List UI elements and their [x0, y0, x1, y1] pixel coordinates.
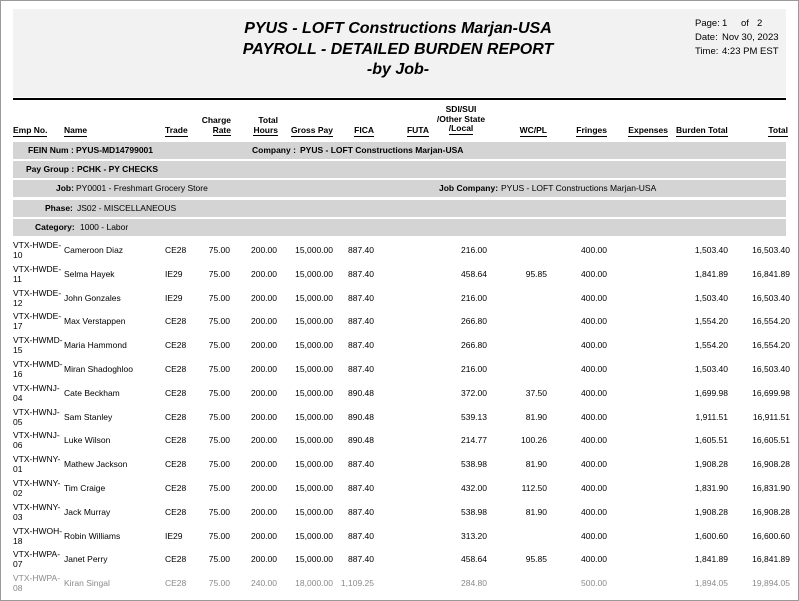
fica-amount: 1,109.25: [340, 578, 374, 589]
row-total: 16,841.89: [752, 268, 790, 279]
time-label: Time:: [695, 46, 719, 57]
col-wc-pl: WC/PL: [519, 125, 547, 135]
sdi-sui-amount: 372.00: [461, 387, 487, 398]
table-row: [1, 333, 799, 357]
charge-rate: 75.00: [208, 578, 230, 589]
row-total: 16,600.60: [752, 530, 790, 541]
employee-number: VTX-HWPA-08: [13, 573, 61, 594]
fringes-amount: 400.00: [581, 459, 607, 470]
employee-number: VTX-HWNJ-04: [13, 382, 60, 403]
trade-code: IE29: [165, 268, 183, 279]
row-total: 16,831.90: [752, 483, 790, 493]
fein-band: [13, 142, 786, 159]
fica-amount: 887.40: [348, 530, 374, 541]
employee-name: Sam Stanley: [64, 411, 113, 422]
burden-total: 1,831.90: [694, 483, 728, 493]
employee-name: Tim Craige: [64, 483, 106, 493]
fica-amount: 887.40: [348, 364, 374, 374]
total-hours: 200.00: [251, 483, 277, 493]
total-hours: 200.00: [251, 506, 277, 517]
gross-pay: 15,000.00: [295, 364, 333, 374]
col-charge-rate: Charge Rate: [201, 115, 231, 135]
col-total-hours: Total Hours: [253, 115, 278, 135]
wc-pl-amount: 37.50: [525, 387, 547, 398]
burden-total: 1,600.60: [694, 530, 728, 541]
total-hours: 200.00: [251, 435, 277, 446]
total-hours: 200.00: [251, 316, 277, 327]
fica-amount: 890.48: [348, 435, 374, 446]
header-rule: [13, 98, 786, 100]
employee-number: VTX-HWDE-12: [13, 287, 62, 308]
employee-name: Cameroon Diaz: [64, 245, 124, 255]
table-row: [1, 381, 799, 405]
trade-code: CE28: [165, 411, 187, 422]
fringes-amount: 400.00: [581, 483, 607, 493]
employee-name: Janet Perry: [64, 554, 108, 565]
employee-name: Kiran Singal: [64, 578, 110, 589]
sdi-sui-amount: 539.13: [461, 411, 487, 422]
trade-code: CE28: [165, 245, 187, 255]
row-total: 19,894.05: [752, 578, 790, 589]
page-number: 1: [722, 18, 728, 29]
phase-band: [13, 200, 786, 217]
col-futa: FUTA: [406, 125, 429, 135]
fringes-amount: 500.00: [581, 578, 607, 589]
row-total: 16,503.40: [752, 292, 790, 303]
col-burden-total: Burden Total: [676, 125, 728, 135]
gross-pay: 18,000.00: [295, 578, 333, 589]
charge-rate: 75.00: [208, 483, 230, 493]
fringes-amount: 400.00: [581, 245, 607, 255]
table-row: [1, 428, 799, 452]
fica-amount: 887.40: [348, 292, 374, 303]
wc-pl-amount: 81.90: [525, 411, 547, 422]
gross-pay: 15,000.00: [295, 483, 333, 493]
trade-code: CE28: [165, 506, 187, 517]
page-label: Page:: [695, 18, 720, 29]
burden-total: 1,503.40: [694, 364, 728, 374]
fica-amount: 890.48: [348, 387, 374, 398]
charge-rate: 75.00: [208, 387, 230, 398]
sdi-sui-amount: 458.64: [461, 554, 487, 565]
gross-pay: 15,000.00: [295, 506, 333, 517]
report-company-title: PYUS - LOFT Constructions Marjan-USA: [244, 20, 552, 37]
report-date: Nov 30, 2023: [722, 32, 779, 43]
gross-pay: 15,000.00: [295, 316, 333, 327]
burden-total: 1,503.40: [694, 245, 728, 255]
sdi-sui-amount: 216.00: [461, 292, 487, 303]
phase-label: Phase:: [45, 203, 73, 213]
report-time: 4:23 PM EST: [722, 46, 779, 57]
charge-rate: 75.00: [208, 506, 230, 517]
table-row: [1, 309, 799, 333]
trade-code: CE28: [165, 387, 187, 398]
wc-pl-amount: 112.50: [521, 483, 547, 493]
table-row: [1, 357, 799, 381]
charge-rate: 75.00: [208, 268, 230, 279]
fica-amount: 887.40: [348, 459, 374, 470]
total-hours: 200.00: [251, 340, 277, 351]
burden-total: 1,894.05: [694, 578, 728, 589]
report-header: [13, 9, 786, 97]
gross-pay: 15,000.00: [295, 411, 333, 422]
sdi-sui-amount: 266.80: [461, 340, 487, 351]
sdi-sui-amount: 538.98: [461, 459, 487, 470]
burden-total: 1,503.40: [694, 292, 728, 303]
gross-pay: 15,000.00: [295, 245, 333, 255]
category-label: Category:: [35, 222, 75, 232]
col-fica: FICA: [354, 125, 374, 135]
sdi-sui-amount: 216.00: [461, 245, 487, 255]
employee-name: Mathew Jackson: [64, 459, 128, 470]
col-total: Total: [768, 125, 788, 135]
table-row: [1, 500, 799, 524]
employee-number: VTX-HWMD-16: [13, 359, 63, 379]
trade-code: IE29: [165, 530, 183, 541]
pay-group-value: PCHK - PY CHECKS: [77, 164, 159, 174]
trade-code: CE28: [165, 483, 187, 493]
total-hours: 200.00: [251, 459, 277, 470]
employee-number: VTX-HWNJ-05: [13, 406, 60, 427]
employee-name: Jack Murray: [64, 506, 111, 517]
row-total: 16,503.40: [752, 245, 790, 255]
sdi-sui-amount: 313.20: [461, 530, 487, 541]
table-row: [1, 286, 799, 310]
fica-amount: 887.40: [348, 340, 374, 351]
gross-pay: 15,000.00: [295, 435, 333, 446]
fica-amount: 890.48: [348, 411, 374, 422]
employee-number: VTX-HWNY-03: [13, 501, 61, 522]
sdi-sui-amount: 284.80: [461, 578, 487, 589]
col-gross-pay: Gross Pay: [290, 125, 333, 135]
job-value: PY0001 - Freshmart Grocery Store: [76, 183, 208, 193]
fica-amount: 887.40: [348, 316, 374, 327]
employee-number: VTX-HWNY-01: [13, 454, 61, 475]
trade-code: CE28: [165, 316, 187, 327]
col-trade: Trade: [165, 125, 188, 135]
company-label: Company :: [252, 145, 296, 155]
trade-code: CE28: [165, 364, 187, 374]
row-total: 16,554.20: [752, 340, 790, 351]
table-row: [1, 476, 799, 500]
employee-number: VTX-HWOH-18: [13, 525, 63, 546]
report-name-title: PAYROLL - DETAILED BURDEN REPORT: [242, 41, 554, 58]
row-total: 16,908.28: [752, 506, 790, 517]
total-hours: 200.00: [251, 411, 277, 422]
gross-pay: 15,000.00: [295, 530, 333, 541]
burden-total: 1,605.51: [694, 435, 728, 446]
sdi-sui-amount: 432.00: [461, 483, 487, 493]
category-value: 1000 - Labor: [80, 222, 129, 232]
job-company-value: PYUS - LOFT Constructions Marjan-USA: [501, 183, 657, 193]
employee-number: VTX-HWPA-07: [13, 549, 61, 570]
wc-pl-amount: 100.26: [521, 435, 547, 446]
employee-number: VTX-HWDE-11: [13, 263, 62, 284]
phase-value: JS02 - MISCELLANEOUS: [77, 203, 177, 213]
fringes-amount: 400.00: [581, 340, 607, 351]
job-band: [13, 180, 786, 197]
fringes-amount: 400.00: [581, 364, 607, 374]
table-row: [1, 405, 799, 429]
fica-amount: 887.40: [348, 554, 374, 565]
table-row: [1, 452, 799, 476]
date-label: Date:: [695, 32, 718, 43]
fringes-amount: 400.00: [581, 316, 607, 327]
fringes-amount: 400.00: [581, 387, 607, 398]
sdi-sui-amount: 214.77: [461, 435, 487, 446]
burden-total: 1,699.98: [694, 387, 728, 398]
fringes-amount: 400.00: [581, 435, 607, 446]
employee-number: VTX-HWNY-02: [13, 478, 61, 498]
row-total: 16,605.51: [752, 435, 790, 446]
employee-name: Maria Hammond: [64, 340, 127, 351]
table-row: [1, 238, 799, 262]
trade-code: IE29: [165, 292, 183, 303]
total-hours: 200.00: [251, 387, 277, 398]
burden-total: 1,841.89: [694, 554, 728, 565]
trade-code: CE28: [165, 578, 187, 589]
gross-pay: 15,000.00: [295, 292, 333, 303]
job-company-label: Job Company:: [439, 183, 499, 193]
trade-code: CE28: [165, 459, 187, 470]
report-subtitle: -by Job-: [366, 61, 430, 78]
employee-name: Selma Hayek: [64, 268, 115, 279]
burden-total: 1,911.51: [695, 411, 728, 422]
charge-rate: 75.00: [208, 316, 230, 327]
burden-total: 1,908.28: [694, 459, 728, 470]
burden-total: 1,554.20: [694, 316, 728, 327]
col-emp-no: Emp No.: [13, 125, 48, 135]
pay-group-band: [13, 161, 786, 178]
employee-number: VTX-HWMD-15: [13, 335, 63, 356]
fica-amount: 887.40: [348, 268, 374, 279]
total-hours: 200.00: [251, 268, 277, 279]
employee-name: Miran Shadoghloo: [64, 364, 133, 374]
fica-amount: 887.40: [348, 506, 374, 517]
wc-pl-amount: 81.90: [525, 459, 547, 470]
trade-code: CE28: [165, 435, 187, 446]
gross-pay: 15,000.00: [295, 268, 333, 279]
fica-amount: 887.40: [348, 245, 374, 255]
fein-label: FEIN Num :: [28, 145, 74, 155]
burden-total: 1,841.89: [694, 268, 728, 279]
pay-group-label: Pay Group :: [26, 164, 75, 174]
gross-pay: 15,000.00: [295, 554, 333, 565]
sdi-sui-amount: 266.80: [461, 316, 487, 327]
col-name: Name: [64, 125, 88, 135]
page-of-label: of: [741, 18, 749, 29]
employee-number: VTX-HWDE-10: [13, 240, 62, 260]
total-hours: 200.00: [251, 292, 277, 303]
company-value: PYUS - LOFT Constructions Marjan-USA: [300, 145, 464, 155]
employee-name: John Gonzales: [64, 292, 121, 303]
col-fringes: Fringes: [576, 125, 607, 135]
job-label: Job:: [56, 183, 74, 193]
charge-rate: 75.00: [208, 292, 230, 303]
table-row: [1, 547, 799, 571]
row-total: 16,908.28: [752, 459, 790, 470]
page-total: 2: [757, 18, 763, 29]
sdi-sui-amount: 538.98: [461, 506, 487, 517]
charge-rate: 75.00: [208, 554, 230, 565]
table-row: [1, 524, 799, 548]
wc-pl-amount: 81.90: [525, 506, 547, 517]
gross-pay: 15,000.00: [295, 459, 333, 470]
employee-name: Max Verstappen: [64, 316, 126, 327]
trade-code: CE28: [165, 554, 187, 565]
employee-number: VTX-HWNJ-06: [13, 430, 60, 451]
row-total: 16,503.40: [752, 364, 790, 374]
total-hours: 200.00: [251, 364, 277, 374]
employee-number: VTX-HWDE-17: [13, 311, 62, 332]
total-hours: 200.00: [251, 245, 277, 255]
row-total: 16,841.89: [752, 554, 790, 565]
table-row: [1, 262, 799, 286]
employee-name: Cate Beckham: [64, 387, 120, 398]
table-row: [1, 571, 799, 595]
row-total: 16,911.51: [752, 411, 790, 422]
category-band: [13, 219, 786, 236]
charge-rate: 75.00: [208, 435, 230, 446]
charge-rate: 75.00: [208, 411, 230, 422]
burden-total: 1,554.20: [694, 340, 728, 351]
charge-rate: 75.00: [208, 245, 230, 255]
fringes-amount: 400.00: [581, 506, 607, 517]
charge-rate: 75.00: [208, 530, 230, 541]
gross-pay: 15,000.00: [295, 387, 333, 398]
row-total: 16,699.98: [752, 387, 790, 398]
row-total: 16,554.20: [752, 316, 790, 327]
fein-value: PYUS-MD14799001: [76, 145, 154, 155]
total-hours: 240.00: [251, 578, 277, 589]
fringes-amount: 400.00: [581, 268, 607, 279]
fringes-amount: 400.00: [581, 530, 607, 541]
employee-name: Luke Wilson: [64, 435, 111, 446]
trade-code: CE28: [165, 340, 187, 351]
col-expenses: Expenses: [628, 125, 668, 135]
total-hours: 200.00: [251, 530, 277, 541]
sdi-sui-amount: 458.64: [461, 268, 487, 279]
col-sdi-sui: SDI/SUI /Other State /Local: [436, 104, 486, 133]
charge-rate: 75.00: [208, 459, 230, 470]
fringes-amount: 400.00: [581, 411, 607, 422]
burden-total: 1,908.28: [694, 506, 728, 517]
total-hours: 200.00: [251, 554, 277, 565]
fica-amount: 887.40: [348, 483, 374, 493]
charge-rate: 75.00: [208, 340, 230, 351]
fringes-amount: 400.00: [581, 292, 607, 303]
sdi-sui-amount: 216.00: [461, 364, 487, 374]
gross-pay: 15,000.00: [295, 340, 333, 351]
wc-pl-amount: 95.85: [525, 554, 547, 565]
fringes-amount: 400.00: [581, 554, 607, 565]
wc-pl-amount: 95.85: [525, 268, 547, 279]
employee-name: Robin Williams: [64, 530, 121, 541]
charge-rate: 75.00: [208, 364, 230, 374]
